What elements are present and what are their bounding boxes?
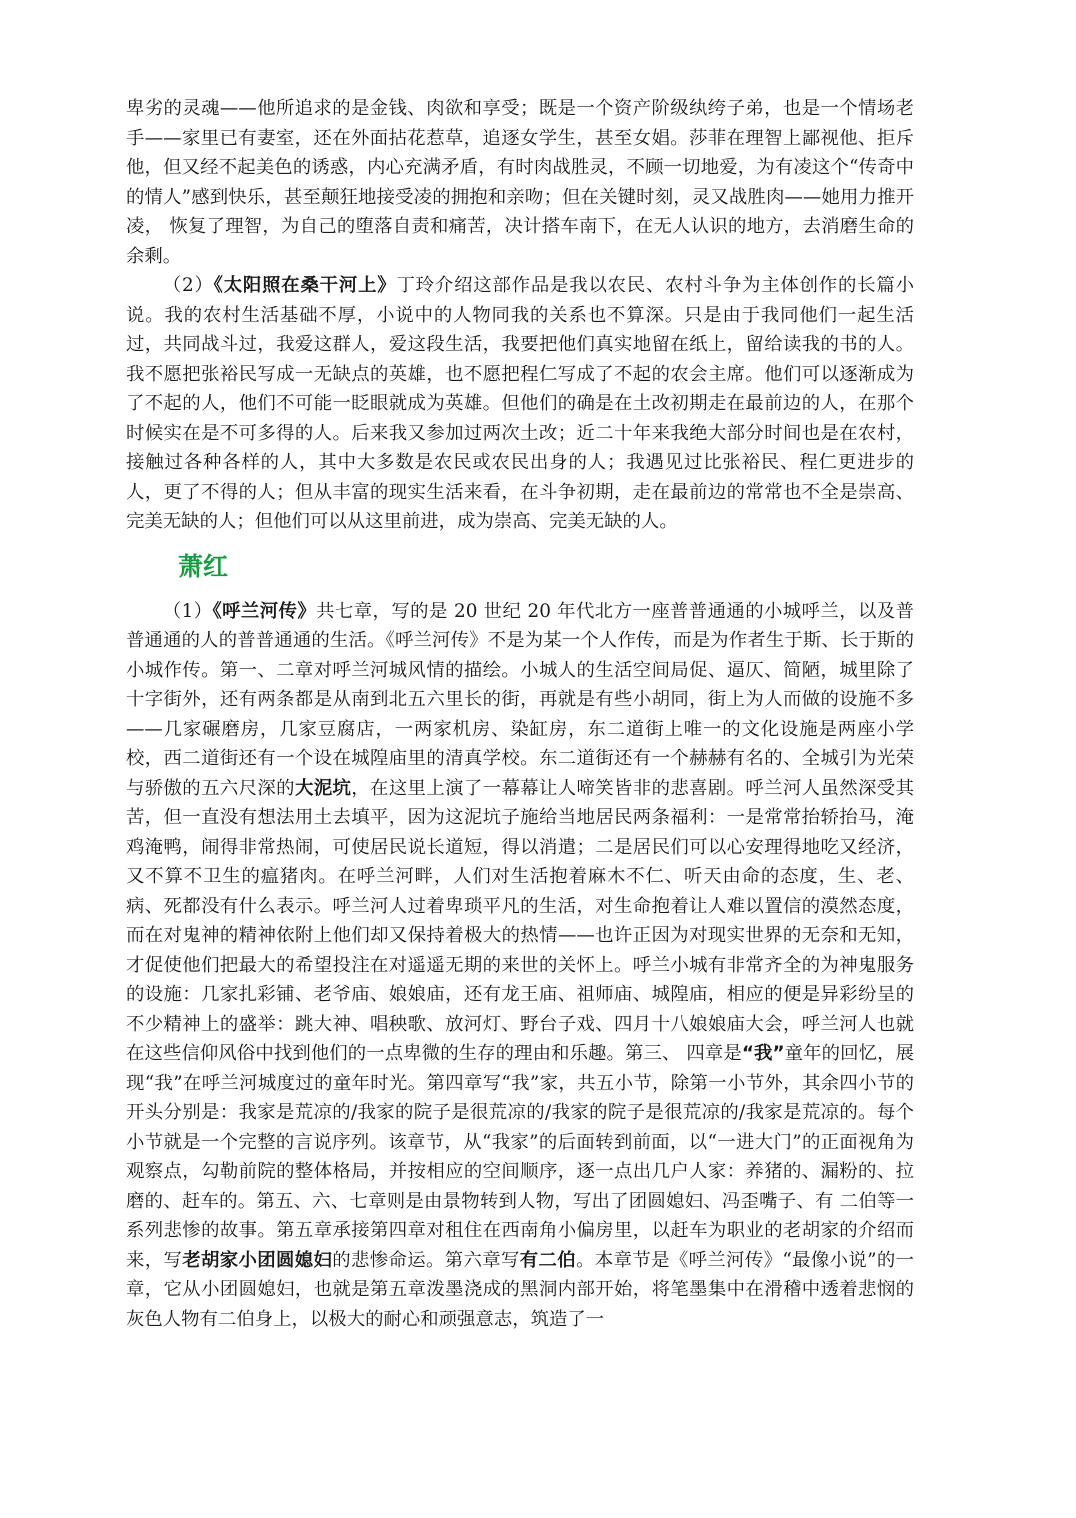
paragraph-text: 共七章，写的是 20 世纪 20 年代北方一座普普通通的小城呼兰，以及普普通通的人的普普通通的生活。《呼兰河传》不是为某一个人作传，而是为作者生于斯、长于斯的小城作传。第一、二章对呼兰河城风情的描绘。小城人的生活空间局促、逼仄、简陋，城里除了十字街外，还有两条都是从南到北五六里长的街，再就是有些小胡同，街上为人而做的设施不多——几家碾磨房，几家豆腐店，一两家机房、染缸房，东二道街上唯一的文化设施是两座小学校，西二道街还有一个设在城隍庙里的清真学校。东二道街还有一个赫赫有名的、全城引为光荣与骄傲的五六尺深的 (126, 600, 915, 799)
paragraph-sanggan-river (126, 271, 914, 537)
item-number: （2） (162, 275, 214, 296)
paragraph-text: 的悲惨命运。第六章写 (332, 1249, 520, 1271)
paragraph-text: 。本章节是《呼兰河传》“最像小说”的一章，它从小团圆媳妇，也就是第五章泼墨浇成的黑洞内部开始，将笔墨集中在滑稽中透着悲悯的灰色人物有二伯身上，以极大的耐心和顽强意志，筑造了一 (126, 1249, 914, 1330)
work-title-hulan-river: 《呼兰河传》 (212, 600, 317, 622)
paragraph-text: 童年的回忆，展现“我”在呼兰河城度过的童年时光。第四章写“我”家，共五小节，除第一小节外，其余四小节的开头分别是：我家是荒凉的/我家的院子是很荒凉的/我家的院子是很荒凉的/我家是荒凉的。每个小节就是一个完整的言说序列。该章节，从“我家”的后面转到前面，以“一进大门”的正面视角为观察点，勾勒前院的整体格局，并按相应的空间顺序，逐一点出几户人家：养猪的、漏粉的、拉磨的、赶车的。第五、六、七章则是由景物转到人物，写出了团圆媳妇、冯歪嘴子、有 二伯等一系列悲惨的故事。第五章承接第四章对租住在西南角小偏房里，以赶车为职业的老胡家的介绍而来，写 (126, 1043, 914, 1271)
bold-term-me: “我” (741, 1043, 785, 1064)
bold-term-tuanyuan-xifu: 老胡家小团圆媳妇 (182, 1249, 333, 1271)
section-heading-xiao-hong: 萧红 (178, 551, 229, 581)
item-number: （1） (162, 600, 213, 622)
work-title-sanggan-river: 《太阳照在桑干河上》 (213, 275, 397, 296)
paragraph-body: 丁玲介绍这部作品是我以农民、农村斗争为主体创作的长篇小说。我的农村生活基础不厚，小说中的人物同我的关系也不算深。只是由于我同他们一起生活过，共同战斗过，我爱这群人，爱这段生活，我要把他们真实地留在纸上，留给读我的书的人。我不愿把张裕民写成一无缺点的英雄，也不愿把程仁写成了不起的农会主席。他们可以逐渐成为了不起的人，他们不可能一眨眼就成为英雄。但他们的确是在土改初期走在最前边的人，在那个时候实在是不可多得的人。后来我又参加过两次土改；近二十年来我绝大部分时间也是在农村，接触过各种各样的人，其中大多数是农民或农民出身的人；我遇见过比张裕民、程仁更进步的人，更了不得的人；但从丰富的现实生活来看，在斗争初期，走在最前边的常常也不全是崇高、完美无缺的人；但他们可以从这里前进，成为崇高、完美无缺的人。 (126, 275, 914, 532)
paragraph-text: ，在这里上演了一幕幕让人啼笑皆非的悲喜剧。呼兰河人虽然深受其苦，但一直没有想法用土去填平，因为这泥坑子施给当地居民两条福利：一是常常抬轿抬马，淹鸡淹鸭，闹得非常热闹，可使居民说长道短，得以消遣；二是居民们可以心安理得地吃又经济，又不算不卫生的瘟猪肉。在呼兰河畔，人们对生活抱着麻木不仁、听天由命的态度，生、老、病、死都没有什么表示。呼兰河人过着卑琐平凡的生活，对生命抱着让人难以置信的漠然态度，而在对鬼神的精神依附上他们却又保持着极大的热情——也许正因为对现实世界的无奈和无知，才促使他们把最大的希望投注在对遥遥无期的来世的关怀上。呼兰小城有非常齐全的为神鬼服务的设施：几家扎彩铺、老爷庙、娘娘庙，还有龙王庙、祖师庙、城隍庙，相应的便是异彩纷呈的不少精神上的盛举：跳大神、唱秧歌、放河灯、野台子戏、四月十八娘娘庙大会，呼兰河人也就在这些信仰风俗中找到他们的一点卑微的生存的理由和乐趣。第三、 四章是 (126, 777, 914, 1064)
bold-term-mud-pit: 大泥坑 (294, 777, 352, 799)
bold-term-you-erbo: 有二伯 (519, 1249, 577, 1271)
document-page (126, 94, 914, 1334)
paragraph-shafei-continued: 卑劣的灵魂——他所追求的是金钱、肉欲和享受；既是一个资产阶级纨绔子弟，也是一个情场老手——家里已有妻室，还在外面拈花惹草，追逐女学生，甚至女娼。莎菲在理智上鄙视他、拒斥他，但又经不起美色的诱惑，内心充满矛盾，有时肉战胜灵，不顾一切地爱，为有凌这个“传奇中的情人”感到快乐，甚至颠狂地接受凌的拥抱和亲吻；但在关键时刻，灵又战胜肉——她用力推开凌， 恢复了理智，为自己的堕落自责和痛苦，决计搭车南下，在无人认识的地方，去消磨生命的余剩。 (126, 98, 914, 267)
paragraph-hulan-river (126, 597, 914, 1335)
